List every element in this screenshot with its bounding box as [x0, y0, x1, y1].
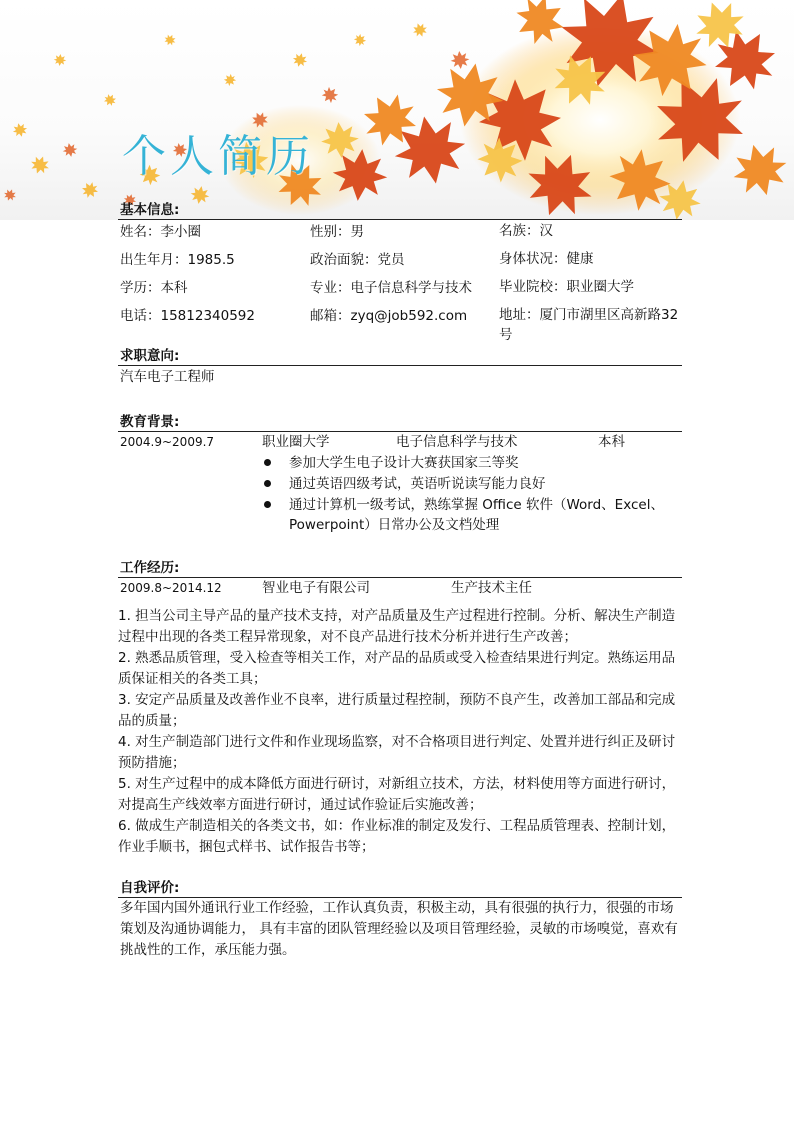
- list-item: 通过英语四级考试，英语听说读写能力良好: [262, 474, 682, 494]
- info-school: 毕业院校：职业圈大学: [499, 279, 634, 295]
- info-row: [118, 277, 682, 305]
- duty-item: 1. 担当公司主导产品的量产技术支持，对产品质量及生产过程进行控制。分析、解决生产制造过程中出现的各类工程异常现象，对不良产品进行技术分析并进行生产改善；: [118, 608, 676, 645]
- info-address: 地址：厦门市湖里区高新路32号: [499, 307, 679, 343]
- education-row: [118, 432, 682, 452]
- info-health: 身体状况：健康: [499, 251, 594, 267]
- education-section: [118, 412, 682, 535]
- work-company: 智业电子有限公司: [262, 580, 370, 596]
- education-major: 电子信息科学与技术: [396, 434, 518, 450]
- list-item: 通过计算机一级考试，熟练掌握 Office 软件（Word、Excel、Powerpoint）日常办公及文档处理: [262, 495, 682, 535]
- duty-item: 6. 做成生产制造相关的各类文书，如：作业标准的制定及发行、工程品质管理表、控制计划，作业手顺书，捆包式样书、试作报告书等；: [118, 818, 676, 855]
- duty-item: 3. 安定产品质量及改善作业不良率，进行质量过程控制，预防不良产生，改善加工部品和完成品的质量；: [118, 692, 676, 729]
- section-heading-work: 工作经历:: [118, 558, 682, 578]
- self-evaluation-section: [118, 878, 682, 961]
- info-email: 邮箱：zyq@job592.com: [310, 308, 468, 324]
- basic-info-section: [118, 200, 682, 345]
- section-heading-self: 自我评价:: [118, 878, 682, 898]
- info-row: [118, 221, 682, 249]
- education-degree: 本科: [598, 434, 625, 450]
- work-period: 2009.8~2014.12: [120, 581, 222, 595]
- intention-section: [118, 346, 682, 388]
- work-section: [118, 558, 682, 858]
- duty-item: 4. 对生产制造部门进行文件和作业现场监察，对不合格项目进行判定、处置并进行纠正及研讨预防措施；: [118, 734, 676, 771]
- education-achievements: [262, 453, 682, 535]
- work-duties: [118, 606, 682, 858]
- info-gender: 性别：男: [310, 224, 364, 240]
- header-banner: [0, 0, 794, 220]
- info-education: 学历：本科: [120, 280, 188, 296]
- intention-value: 汽车电子工程师: [120, 369, 215, 385]
- duty-item: 5. 对生产过程中的成本降低方面进行研讨，对新组立技术，方法，材料使用等方面进行研讨，对提高生产线效率方面进行研讨，通过试作验证后实施改善；: [118, 776, 676, 813]
- bullet-icon: [264, 480, 271, 487]
- work-position: 生产技术主任: [451, 580, 532, 596]
- bullet-icon: [264, 501, 271, 508]
- autumn-leaves-decoration: [0, 0, 794, 220]
- info-phone: 电话：15812340592: [120, 308, 255, 324]
- info-name: 姓名：李小圈: [120, 224, 201, 240]
- info-ethnicity: 名族：汉: [499, 223, 553, 239]
- section-heading-education: 教育背景:: [118, 412, 682, 432]
- self-evaluation-text: 多年国内国外通讯行业工作经验，工作认真负责，积极主动，具有很强的执行力，很强的市场策划及沟通协调能力， 具有丰富的团队管理经验以及项目管理经验，灵敏的市场嗅觉，喜欢有挑战性的工作，承压能力强。: [120, 900, 678, 958]
- section-heading-intention: 求职意向:: [118, 346, 682, 366]
- section-heading-basic: 基本信息:: [118, 200, 682, 220]
- education-period: 2004.9~2009.7: [120, 435, 215, 449]
- info-birth: 出生年月：1985.5: [120, 252, 235, 268]
- duty-item: 2. 熟悉品质管理，受入检查等相关工作，对产品的品质或受入检查结果进行判定。熟练运用品质保证相关的各类工具；: [118, 650, 676, 687]
- info-political: 政治面貌：党员: [310, 252, 405, 268]
- list-item: 参加大学生电子设计大赛获国家三等奖: [262, 453, 682, 473]
- bullet-icon: [264, 459, 271, 466]
- info-row: [118, 305, 682, 345]
- info-row: [118, 249, 682, 277]
- resume-title: 个人简历: [122, 131, 314, 182]
- info-major: 专业：电子信息科学与技术: [310, 280, 472, 296]
- education-school: 职业圈大学: [262, 434, 330, 450]
- work-row: [118, 578, 682, 598]
